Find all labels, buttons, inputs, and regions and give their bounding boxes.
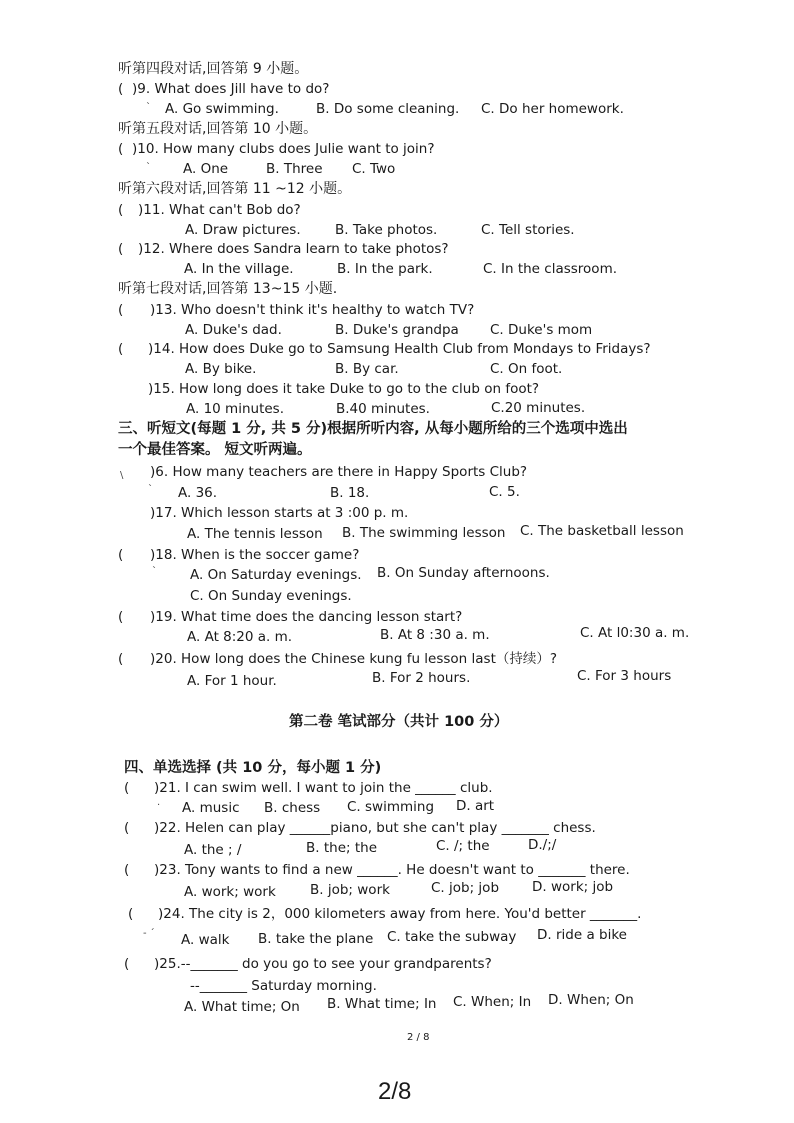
option-23d: D. work; job [532, 879, 614, 895]
question-9 [118, 80, 329, 98]
listening-heading-4: 听第四段对话,回答第 9 小题。 [118, 61, 309, 77]
option-24c: C. take the subway [387, 929, 517, 945]
option-21a: A. music [182, 800, 240, 816]
option-16a: A. 36. [178, 485, 218, 501]
option-16c: C. 5. [489, 484, 520, 500]
option-14b: B. By car. [335, 361, 399, 377]
answer-bracket[interactable]: ( [118, 547, 124, 563]
option-11c: C. Tell stories. [481, 222, 575, 238]
option-23b: B. job; work [310, 882, 390, 898]
question-text: )14. How does Duke go to Samsung Health Club from Mondays to Fridays? [148, 341, 651, 357]
option-19b: B. At 8 :30 a. m. [380, 627, 490, 643]
question-text: )12. Where does Sandra learn to take photos? [138, 241, 449, 257]
option-17b: B. The swimming lesson [342, 525, 506, 541]
scan-speck: ` [152, 566, 157, 577]
option-21b: B. chess [264, 800, 321, 816]
section-3-heading-cont: 一个最佳答案。 短文听两遍。 [118, 442, 312, 458]
question-16 [150, 463, 527, 481]
option-14a: A. By bike. [185, 361, 257, 377]
answer-bracket[interactable]: ( [118, 651, 124, 667]
option-12c: C. In the classroom. [483, 261, 618, 277]
question-text: )11. What can't Bob do? [138, 202, 301, 218]
question-25 [124, 955, 492, 973]
question-22 [124, 819, 596, 837]
question-19 [118, 608, 462, 626]
question-12 [118, 240, 449, 258]
question-text: )21. I can swim well. I want to join the ______ club. [154, 780, 493, 796]
option-19c: C. At l0:30 a. m. [580, 625, 690, 641]
section-3-heading: 三、听短文(每题 1 分, 共 5 分)根据所听内容, 从每小题所给的三个选项中选出 [118, 421, 628, 437]
option-19a: A. At 8:20 a. m. [187, 629, 293, 645]
option-10b: B. Three [266, 161, 323, 177]
option-13a: A. Duke's dad. [185, 322, 282, 338]
answer-bracket[interactable]: ( [118, 81, 124, 97]
answer-line-25: --_______ Saturday morning. [190, 978, 377, 994]
option-11b: B. Take photos. [335, 222, 438, 238]
scan-speck: ` [146, 162, 151, 173]
option-25c: C. When; In [453, 994, 532, 1010]
question-14 [118, 340, 651, 358]
question-13 [118, 301, 474, 319]
part-2-title: 第二卷 笔试部分（共计 100 分） [289, 714, 509, 730]
option-10c: C. Two [352, 161, 396, 177]
option-24b: B. take the plane [258, 931, 374, 947]
option-15c: C.20 minutes. [491, 400, 586, 416]
answer-bracket[interactable]: ( [124, 956, 130, 972]
question-24 [128, 905, 641, 923]
option-14c: C. On foot. [490, 361, 563, 377]
listening-heading-5: 听第五段对话,回答第 10 小题。 [118, 121, 318, 137]
scan-speck: - ˊ [143, 928, 155, 939]
question-17 [150, 504, 408, 522]
option-17c: C. The basketball lesson [520, 523, 684, 539]
scan-speck: \ [120, 470, 124, 481]
answer-bracket[interactable]: ( [118, 202, 124, 218]
question-text: )10. How many clubs does Julie want to join? [132, 141, 435, 157]
question-23 [124, 861, 630, 879]
option-17a: A. The tennis lesson [187, 526, 323, 542]
page-number-small: 2 / 8 [407, 1032, 430, 1043]
answer-bracket[interactable]: ( [118, 241, 124, 257]
option-20a: A. For 1 hour. [187, 673, 277, 689]
question-text: )24. The city is 2，000 kilometers away from here. You'd better _______. [158, 906, 642, 922]
option-20c: C. For 3 hours [577, 668, 672, 684]
question-text: )20. How long does the Chinese kung fu lesson last（持续）? [150, 651, 558, 667]
answer-bracket[interactable]: ( [118, 141, 124, 157]
option-9b: B. Do some cleaning. [316, 101, 460, 117]
option-9a: A. Go swimming. [165, 101, 279, 117]
option-13b: B. Duke's grandpa [335, 322, 459, 338]
question-text: )13. Who doesn't think it's healthy to watch TV? [150, 302, 475, 318]
question-20 [118, 650, 557, 668]
option-15a: A. 10 minutes. [186, 401, 284, 417]
question-text: )22. Helen can play ______piano, but she can't play _______ chess. [154, 820, 596, 836]
listening-heading-6: 听第六段对话,回答第 11 ~12 小题。 [118, 181, 352, 197]
option-23c: C. job; job [431, 880, 500, 896]
option-15b: B.40 minutes. [336, 401, 430, 417]
answer-bracket[interactable]: ( [124, 780, 130, 796]
option-25a: A. What time; On [184, 999, 300, 1015]
option-22d: D./;/ [528, 837, 557, 853]
option-22a: A. the ; / [184, 842, 242, 858]
option-23a: A. work; work [184, 884, 276, 900]
option-24d: D. ride a bike [537, 927, 627, 943]
question-text: )23. Tony wants to find a new ______. He doesn't want to _______ there. [154, 862, 630, 878]
answer-bracket[interactable]: ( [128, 906, 134, 922]
question-15 [148, 380, 539, 398]
option-21c: C. swimming [347, 799, 435, 815]
question-text: )18. When is the soccer game? [150, 547, 360, 563]
answer-bracket[interactable]: ( [118, 609, 124, 625]
option-18c: C. On Sunday evenings. [190, 588, 352, 604]
page-number-large: 2/8 [378, 1078, 412, 1105]
option-22c: C. /; the [436, 838, 490, 854]
option-13c: C. Duke's mom [490, 322, 593, 338]
question-text: )19. What time does the dancing lesson start? [150, 609, 463, 625]
question-text: )9. What does Jill have to do? [132, 81, 330, 97]
option-12b: B. In the park. [337, 261, 433, 277]
listening-heading-7: 听第七段对话,回答第 13~15 小题. [118, 281, 338, 297]
option-22b: B. the; the [306, 840, 377, 856]
scan-speck: ` [148, 484, 153, 495]
question-text: )15. How long does it take Duke to go to the club on foot? [148, 381, 540, 397]
answer-bracket[interactable]: ( [118, 302, 124, 318]
question-18 [118, 546, 359, 564]
option-11a: A. Draw pictures. [185, 222, 301, 238]
option-24a: A. walk [181, 932, 230, 948]
option-12a: A. In the village. [184, 261, 294, 277]
question-10 [118, 140, 435, 158]
scan-speck: ` [146, 102, 151, 113]
answer-bracket[interactable]: ( [118, 341, 124, 357]
answer-bracket[interactable]: ( [124, 820, 130, 836]
option-18b: B. On Sunday afternoons. [377, 565, 550, 581]
option-20b: B. For 2 hours. [372, 670, 471, 686]
section-4-heading: 四、单选选择 (共 10 分，每小题 1 分) [124, 760, 382, 776]
question-text: )6. How many teachers are there in Happy Sports Club? [150, 464, 528, 480]
option-18a: A. On Saturday evenings. [190, 567, 362, 583]
answer-bracket[interactable]: ( [124, 862, 130, 878]
question-text: )17. Which lesson starts at 3 :00 p. m. [150, 505, 409, 521]
question-21 [124, 779, 493, 797]
option-9c: C. Do her homework. [481, 101, 624, 117]
option-25d: D. When; On [548, 992, 634, 1008]
question-text: )25.--_______ do you go to see your grandparents? [154, 956, 492, 972]
option-21d: D. art [456, 798, 495, 814]
option-16b: B. 18. [330, 485, 370, 501]
question-11 [118, 201, 301, 219]
scan-speck: · [157, 800, 161, 811]
option-10a: A. One [183, 161, 229, 177]
option-25b: B. What time; In [327, 996, 437, 1012]
